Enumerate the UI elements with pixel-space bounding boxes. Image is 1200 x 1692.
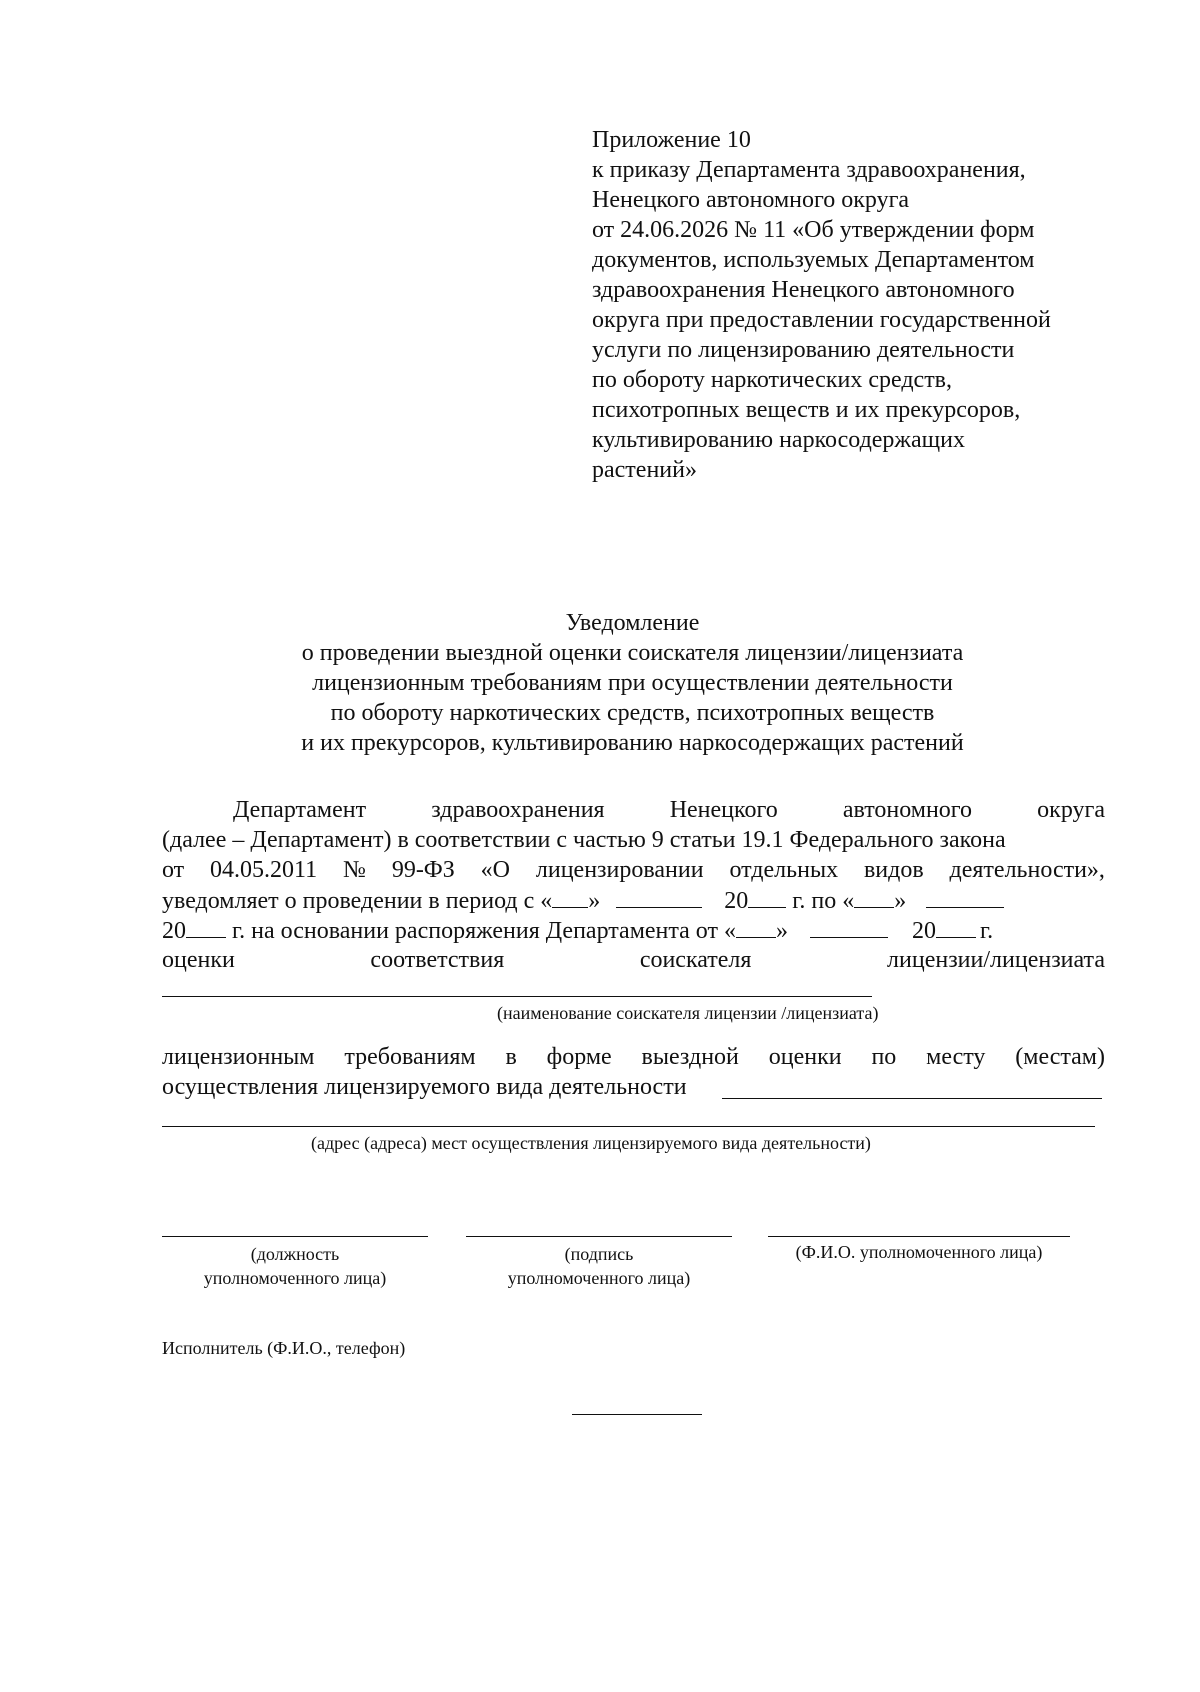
quote-close: » [894,888,907,914]
name-caption: (Ф.И.О. уполномоченного лица) [795,1242,1043,1262]
body-line-2: (далее – Департамент) в соответствии с частью 9 статьи 19.1 Федерального закона [162,827,1006,853]
document-title: Уведомление [565,610,700,636]
executor-label: Исполнитель (Ф.И.О., телефон) [162,1338,406,1358]
appendix-line: психотропных веществ и их прекурсоров, [592,397,1021,423]
position-field[interactable] [162,1236,428,1237]
appendix-line: растений» [592,457,697,483]
appendix-line: к приказу Департамента здравоохранения, [592,157,1026,183]
licensee-name-field[interactable] [162,996,872,997]
word: видов [863,857,924,883]
word: деятельности», [949,857,1105,883]
body-line-5 [162,915,1105,946]
title-line: и их прекурсоров, культивированию наркосодержащих растений [301,730,964,756]
word: форме [546,1044,612,1070]
word: требованиям [344,1044,476,1070]
quote-close: » [775,918,788,944]
signature-caption: уполномоченного лица) [507,1268,691,1288]
appendix-line: культивированию наркосодержащих [592,427,965,453]
year-prefix: 20 [911,918,936,944]
position-caption: (должность [250,1244,340,1264]
word: округа [1037,797,1105,823]
word: Департамент [233,797,367,823]
title-line: по обороту наркотических средств, психотропных веществ [330,700,935,726]
end-divider [572,1414,702,1415]
word: по [871,1044,897,1070]
quote-close: » [588,888,601,914]
word: (местам) [1015,1044,1105,1070]
signature-caption: (подпись [564,1244,634,1264]
title-line: лицензионным требованиям при осуществлении деятельности [312,670,953,696]
order-day-field[interactable] [736,915,776,938]
year-suffix: г. [979,918,994,944]
title-line: о проведении выездной оценки соискателя лицензии/лицензиата [301,640,964,666]
word: лицензии/лицензиата [887,947,1105,973]
start-month-field[interactable] [616,885,702,908]
word: № [343,857,366,883]
period-to-text: г. по « [792,888,855,914]
appendix-line: документов, используемых Департаментом [592,247,1035,273]
body-line-3 [162,855,1105,885]
appendix-line: здравоохранения Ненецкого автономного [592,277,1015,303]
word: Ненецкого [669,797,778,823]
order-text: г. на основании распоряжения Департамента от « [232,918,736,944]
address-field-2[interactable] [162,1126,1095,1127]
word: от [162,857,185,883]
appendix-line: Ненецкого автономного округа [592,187,910,213]
address-field-1[interactable] [722,1098,1102,1099]
order-year-field[interactable] [936,915,976,938]
word: здравоохранения [431,797,605,823]
year-prefix: 20 [724,888,749,914]
signature-field[interactable] [466,1236,732,1237]
word: «О [480,857,511,883]
body-line-7 [162,1042,1105,1072]
appendix-line: по обороту наркотических средств, [592,367,953,393]
start-day-field[interactable] [552,885,588,908]
body-line-1 [233,795,1105,825]
position-caption: уполномоченного лица) [203,1268,387,1288]
word: лицензионным [162,1044,315,1070]
end-year-field[interactable] [186,915,226,938]
word: оценки [768,1044,842,1070]
year-prefix: 20 [162,918,186,944]
appendix-line: от 24.06.2026 № 11 «Об утверждении форм [592,217,1035,243]
licensee-caption: (наименование соискателя лицензии /лицензиата) [497,1003,879,1023]
period-start-text: уведомляет о проведении в период с « [162,888,553,914]
word: в [505,1044,517,1070]
word: соответствия [370,947,505,973]
appendix-line: Приложение 10 [592,127,751,153]
word: лицензировании [535,857,704,883]
appendix-line: округа при предоставлении государственной [592,307,1051,333]
end-day-field[interactable] [854,885,894,908]
word: выездной [641,1044,739,1070]
word: 99-ФЗ [391,857,455,883]
body-line-6 [162,945,1105,975]
start-year-field[interactable] [748,885,786,908]
body-line-8: осуществления лицензируемого вида деятельности [162,1074,687,1100]
end-month-field[interactable] [926,885,1004,908]
body-line-4 [162,885,1105,916]
appendix-line: услуги по лицензированию деятельности [592,337,1015,363]
word: 04.05.2011 [210,857,318,883]
word: автономного [842,797,973,823]
address-caption: (адрес (адреса) мест осуществления лицензируемого вида деятельности) [311,1133,871,1153]
word: отдельных [729,857,839,883]
word: месту [926,1044,986,1070]
word: соискателя [639,947,752,973]
word: оценки [162,947,235,973]
order-month-field[interactable] [810,915,888,938]
name-field[interactable] [768,1236,1070,1237]
